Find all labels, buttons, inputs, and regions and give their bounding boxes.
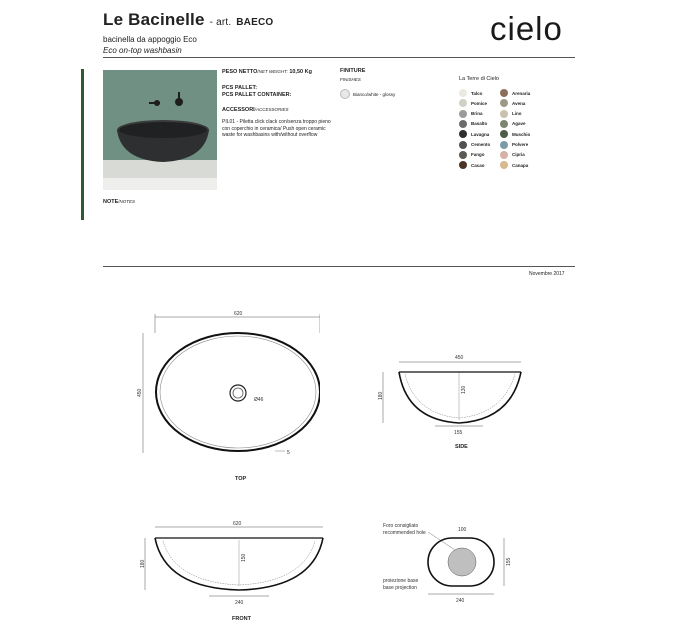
proj-label-it: proiezione base: [383, 578, 419, 584]
color-swatch: [500, 130, 508, 138]
palette-item: [500, 120, 526, 128]
notes-label: NOTE/NOTES: [103, 199, 136, 205]
color-swatch: [500, 120, 508, 128]
color-name: Arenaria: [512, 90, 531, 96]
color-swatch: [459, 130, 467, 138]
hole-label-it: Foro consigliato: [383, 523, 419, 529]
finish-name: Bianco/white - glossy: [353, 91, 396, 97]
section-divider: [103, 266, 575, 267]
front-base-label: 240: [235, 600, 244, 606]
page-title: [103, 10, 273, 30]
weight-label: PESO NETTO/NET WEIGHT: 10,50 Kg: [222, 69, 312, 75]
palette-item: [500, 99, 525, 107]
base-projection-drawing: [380, 518, 520, 608]
top-caption: TOP: [235, 476, 247, 482]
color-swatch: [459, 89, 467, 97]
hole-diameter-label: Ø46: [254, 397, 264, 403]
color-name: Pomice: [471, 100, 488, 106]
subtitle-en: Eco on-top washbasin: [103, 46, 182, 55]
document-date: Novembre 2017: [529, 271, 565, 277]
base-width-label: 240: [456, 598, 465, 604]
front-width-label: 620: [233, 521, 242, 527]
side-base-label: 155: [454, 430, 463, 436]
color-name: Cemento: [471, 142, 491, 147]
palette-item: [500, 161, 528, 169]
color-swatch: [459, 151, 467, 159]
accessory-text: PIL01 - Piletta click clack con/senza troppo pieno con coperchio in ceramica/ Push open ceramic waste for washbasins with/without overflow: [222, 119, 331, 138]
color-swatch: [500, 99, 508, 107]
color-swatch: [500, 141, 508, 149]
header-divider: [103, 57, 575, 58]
front-height-label: 180: [140, 559, 146, 568]
finishes-sub: FINISHES: [340, 77, 361, 82]
palette-item: [500, 110, 522, 118]
color-name: Polvere: [512, 142, 529, 147]
color-swatch: [459, 110, 467, 118]
color-swatch: [459, 99, 467, 107]
product-line: Le Bacinelle: [103, 10, 205, 29]
accessories-label: ACCESSORI/ACCESSORIES: [222, 107, 289, 113]
rim-label: 5: [287, 450, 290, 456]
color-name: Fango: [471, 152, 485, 158]
color-name: Avena: [512, 100, 526, 106]
base-height-label: 155: [506, 557, 512, 566]
color-swatch: [500, 151, 508, 159]
palette-item: [459, 151, 485, 159]
color-swatch: [500, 161, 508, 169]
top-height-label: 450: [137, 388, 143, 397]
weight-value: 10,50 Kg: [289, 69, 312, 75]
color-name: Muschio: [512, 131, 531, 137]
color-name: Talco: [471, 90, 483, 96]
palette-item: [459, 130, 489, 138]
palette-item: [459, 89, 482, 97]
finish-item: [340, 89, 395, 99]
color-name: Agave: [512, 121, 526, 127]
article-code: BAECO: [236, 17, 274, 28]
side-caption: SIDE: [455, 444, 468, 450]
color-name: Cacao: [471, 162, 485, 168]
color-swatch: [500, 89, 508, 97]
side-view-drawing: [375, 350, 525, 440]
palette-item: [500, 130, 530, 138]
top-width-label: 620: [234, 311, 243, 317]
palette-item: [500, 151, 525, 159]
pallet-label: PCS PALLET:: [222, 85, 258, 91]
finishes-label: FINITURE: [340, 68, 366, 74]
color-name: Lino: [512, 111, 522, 117]
side-height-label: 180: [378, 391, 384, 400]
side-inner-label: 130: [461, 385, 467, 394]
color-name: Brina: [471, 111, 483, 117]
color-swatch: [500, 110, 508, 118]
palette-item: [459, 161, 485, 169]
palette-item: [459, 110, 483, 118]
palette-item: [459, 141, 490, 149]
color-name: Cipria: [512, 152, 525, 158]
palette-title: La Terre di Cielo: [459, 76, 499, 82]
color-swatch: [459, 141, 467, 149]
hole-value-label: 100: [458, 527, 467, 533]
art-prefix: - art.: [209, 17, 232, 28]
side-width-label: 450: [455, 355, 464, 361]
palette-item: [459, 99, 487, 107]
front-caption: FRONT: [232, 616, 251, 622]
color-name: Basalto: [471, 121, 488, 127]
front-view-drawing: [135, 518, 330, 608]
color-name: Lavagna: [471, 131, 490, 137]
subtitle-it: bacinella da appoggio Eco: [103, 35, 197, 44]
palette-item: [459, 120, 487, 128]
front-inner-label: 150: [241, 553, 247, 562]
color-swatch: [459, 161, 467, 169]
hole-label-en: recommended hole: [383, 530, 426, 536]
top-view-drawing: [130, 305, 320, 480]
palette-item: [500, 89, 530, 97]
accent-bar: [81, 69, 84, 220]
pallet-container-label: PCS PALLET CONTAINER:: [222, 92, 292, 98]
palette-item: [500, 141, 528, 149]
color-swatch: [459, 120, 467, 128]
color-name: Canapa: [512, 162, 529, 168]
finish-swatch: [340, 89, 350, 99]
brand-logo: cielo: [490, 10, 563, 47]
proj-label-en: base projection: [383, 585, 417, 591]
product-photo: [103, 70, 217, 190]
